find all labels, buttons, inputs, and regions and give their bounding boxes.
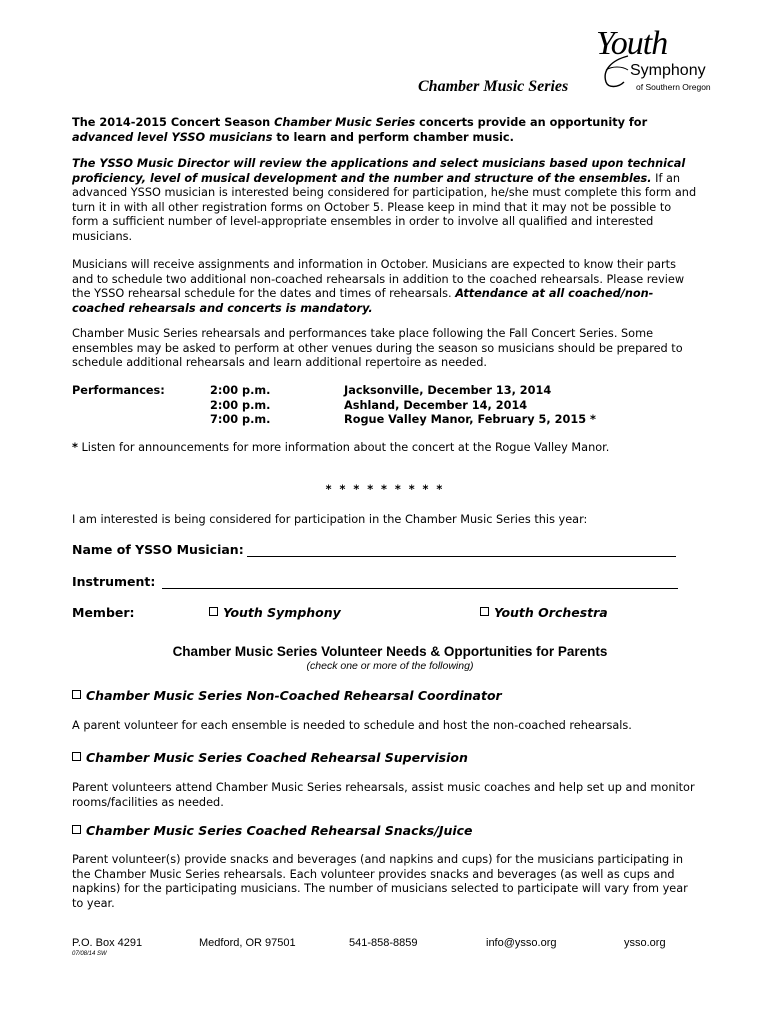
youth-symphony-checkbox[interactable] (209, 607, 218, 616)
youth-orchestra-checkbox[interactable] (480, 607, 489, 616)
intro-paragraph-3: Musicians will receive assignments and information in October. Musicians are expected to know their parts and to schedule two additional non-coached rehearsals in addition to the coached rehearsals. Please review the YSSO rehearsal schedule for the dates and times of rehearsals. Attendance at all coached/non-coached rehearsals and concerts is mandatory. (72, 258, 685, 315)
opportunity-title[interactable]: Chamber Music Series Coached Rehearsal Supervision (72, 750, 468, 765)
section-separator: * * * * * * * * * (325, 483, 445, 496)
logo-subtitle-text: of Southern Oregon (636, 82, 711, 92)
opportunity-description: Parent volunteer(s) provide snacks and beverages (and napkins and cups) for the musicians participating in the Chamber Music Series rehearsals. Each volunteer provides snacks and beverages (as well as cups and napkins) for the participating musicians. The number of musicians selected to participate will vary from year to year. (72, 853, 688, 910)
footer-email[interactable]: info@ysso.org (486, 937, 557, 949)
performance-venue: Ashland, December 14, 2014 (344, 399, 528, 412)
intro-paragraph-1: The 2014-2015 Concert Season Chamber Music Series concerts provide an opportunity for advanced level YSSO musicians to learn and perform chamber music. (72, 116, 648, 144)
ysso-logo (596, 24, 716, 98)
instrument-label: Instrument: (72, 574, 156, 589)
document-page (72, 0, 712, 1024)
non-coached-coordinator-checkbox[interactable] (72, 690, 81, 699)
performances-label: Performances: (72, 384, 165, 397)
performance-venue: Rogue Valley Manor, February 5, 2015 * (344, 413, 596, 426)
member-option-youth-orchestra[interactable]: Youth Orchestra (480, 605, 608, 620)
musician-name-field[interactable] (247, 556, 676, 557)
opportunity-description: A parent volunteer for each ensemble is needed to schedule and host the non-coached rehearsals. (72, 719, 632, 732)
instrument-field[interactable] (162, 588, 678, 589)
opportunity-title[interactable]: Chamber Music Series Coached Rehearsal Snacks/Juice (72, 823, 473, 838)
coached-supervision-checkbox[interactable] (72, 752, 81, 761)
performance-time: 2:00 p.m. (210, 384, 271, 397)
footer-po-box: P.O. Box 4291 (72, 937, 143, 949)
intro-paragraph-4: Chamber Music Series rehearsals and performances take place following the Fall Concert Series. Some ensembles may be asked to perform at other venues during the season so musicians should be prepared to schedule additional rehearsals and learn additional repertoire as needed. (72, 327, 683, 369)
opportunity-description: Parent volunteers attend Chamber Music Series rehearsals, assist music coaches and help set up and monitor rooms/facilities as needed. (72, 781, 695, 809)
member-label: Member: (72, 605, 135, 620)
footer-revision-code: 07/08/14 SW (72, 951, 107, 957)
performance-note: * Listen for announcements for more information about the concert at the Rogue Valley Manor. (72, 441, 610, 454)
footer-city: Medford, OR 97501 (199, 937, 296, 949)
volunteer-subheading: (check one or more of the following) (306, 660, 474, 672)
series-title: Chamber Music Series (418, 78, 569, 95)
musician-name-label: Name of YSSO Musician: (72, 542, 244, 557)
member-option-youth-symphony[interactable]: Youth Symphony (209, 605, 341, 620)
interest-statement: I am interested is being considered for participation in the Chamber Music Series this year: (72, 513, 588, 526)
logo-youth-text: Youth (596, 25, 668, 62)
performance-venue: Jacksonville, December 13, 2014 (344, 384, 552, 397)
footer-phone: 541-858-8859 (349, 937, 418, 949)
intro-paragraph-2: The YSSO Music Director will review the applications and select musicians based upon technical proficiency, level of musical development and the number and structure of the ensembles. If an advanced YSSO musician is interested being considered for participation, he/she must complete this form and turn it in with all other registration forms on October 5. Please keep in mind that it may not be possible to form a sufficient number of level-appropriate ensembles in order to involve all qualified and interested musicians. (72, 157, 697, 243)
snacks-juice-checkbox[interactable] (72, 825, 81, 834)
opportunity-title[interactable]: Chamber Music Series Non-Coached Rehearsal Coordinator (72, 688, 502, 703)
footer-website[interactable]: ysso.org (624, 937, 666, 949)
performance-time: 7:00 p.m. (210, 413, 271, 426)
volunteer-heading: Chamber Music Series Volunteer Needs & Opportunities for Parents (172, 644, 608, 659)
performance-time: 2:00 p.m. (210, 399, 271, 412)
logo-symphony-text: Symphony (630, 62, 706, 79)
